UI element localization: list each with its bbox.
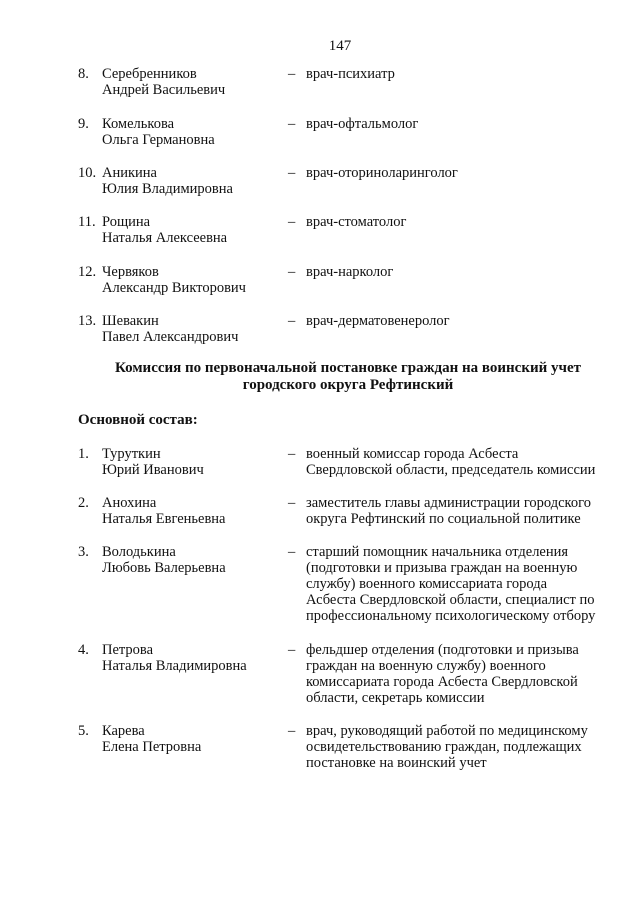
person-role: заместитель главы администрации городского округа Рефтинский по социальной политике <box>306 495 591 527</box>
person-role: военный комиссар города Асбеста Свердловской области, председатель комиссии <box>306 446 596 478</box>
person-role: врач-офтальмолог <box>306 116 419 132</box>
person-name: Петрова Наталья Владимировна <box>102 642 247 674</box>
item-number: 3. <box>78 544 89 560</box>
person-role: старший помощник начальника отделения (подготовки и призыва граждан на военную службу) военного комиссариата города Асбеста Свердловской области, специалист по профессиональному психологическому отбору <box>306 544 596 624</box>
page-number: 147 <box>328 38 352 54</box>
dash: – <box>288 446 296 462</box>
dash: – <box>288 313 296 329</box>
item-number: 8. <box>78 66 89 82</box>
dash: – <box>288 264 296 280</box>
item-number: 5. <box>78 723 89 739</box>
item-number: 4. <box>78 642 89 658</box>
person-role: врач-оториноларинголог <box>306 165 458 181</box>
dash: – <box>288 116 296 132</box>
subsection-title: Основной состав: <box>78 412 198 428</box>
person-role: врач-дерматовенеролог <box>306 313 450 329</box>
dash: – <box>288 642 296 658</box>
person-name: Аникина Юлия Владимировна <box>102 165 233 197</box>
person-role: фельдшер отделения (подготовки и призыва граждан на военную службу) военного комиссариата города Асбеста Свердловской области, секретарь комиссии <box>306 642 579 706</box>
dash: – <box>288 214 296 230</box>
item-number: 13. <box>78 313 97 329</box>
item-number: 9. <box>78 116 89 132</box>
person-role: врач-стоматолог <box>306 214 407 230</box>
dash: – <box>288 544 296 560</box>
section-title: Комиссия по первоначальной постановке граждан на воинский учет городского округа Рефтинский <box>115 360 581 393</box>
person-role: врач-нарколог <box>306 264 394 280</box>
person-name: Анохина Наталья Евгеньевна <box>102 495 226 527</box>
person-name: Туруткин Юрий Иванович <box>102 446 204 478</box>
person-name: Рощина Наталья Алексеевна <box>102 214 228 246</box>
dash: – <box>288 495 296 511</box>
item-number: 1. <box>78 446 89 462</box>
person-role: врач-психиатр <box>306 66 395 82</box>
person-name: Карева Елена Петровна <box>102 723 202 755</box>
item-number: 11. <box>78 214 96 230</box>
dash: – <box>288 66 296 82</box>
person-role: врач, руководящий работой по медицинскому освидетельствованию граждан, подлежащих постановке на воинский учет <box>306 723 588 771</box>
item-number: 2. <box>78 495 89 511</box>
dash: – <box>288 165 296 181</box>
person-name: Серебренников Андрей Васильевич <box>102 66 226 98</box>
person-name: Комелькова Ольга Германовна <box>102 116 215 148</box>
person-name: Шевакин Павел Александрович <box>102 313 239 345</box>
person-name: Володькина Любовь Валерьевна <box>102 544 226 576</box>
person-name: Червяков Александр Викторович <box>102 264 246 296</box>
item-number: 12. <box>78 264 97 280</box>
dash: – <box>288 723 296 739</box>
item-number: 10. <box>78 165 97 181</box>
